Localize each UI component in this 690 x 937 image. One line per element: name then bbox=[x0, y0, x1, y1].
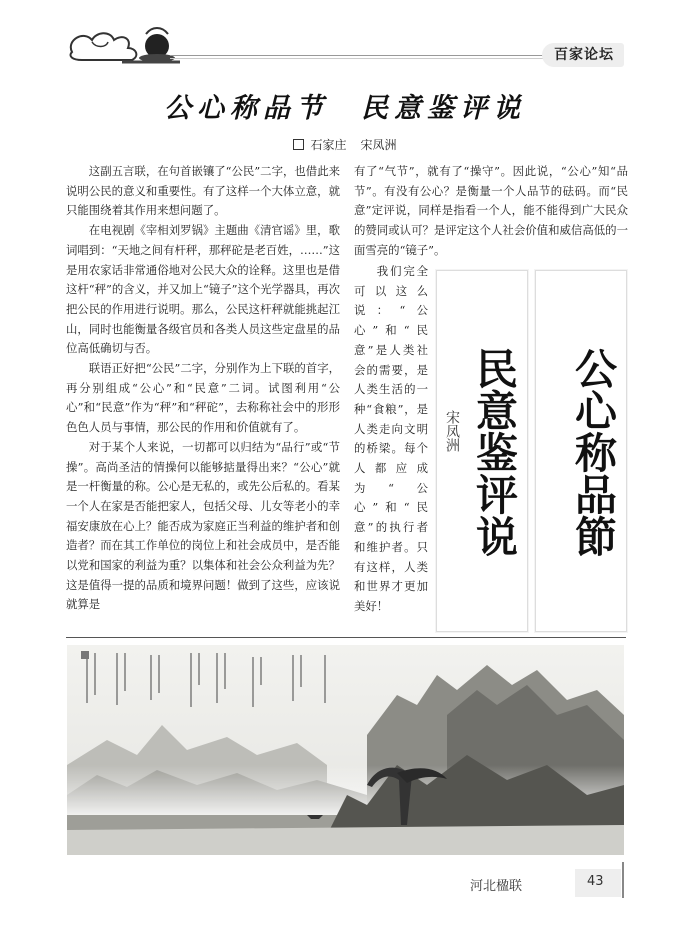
paragraph: 我们完全可以这么说：“公心”和“民意”是人类社会的需要，是人类生活的一种“食粮”，是人类走向文明的桥梁。每个人都应成为“公心”和“民意”的执行者和维护者。只有这样，人类和世界才更加美好！ bbox=[354, 264, 428, 613]
paragraph: 联语正好把“公民”二字，分别作为上下联的首字，再分别组成“公心”和“民意”二词。试图利用“公心”和“民意”作为“秤”和“秤砣”，去称称社会中的形形色色人员与事情，那公民的作用和价值就有了。 bbox=[66, 361, 340, 435]
paragraph: 这副五言联，在句首嵌镶了“公民”二字，也借此来说明公民的意义和重要性。有了这样一个大体立意，就只能围绕着其作用来想问题了。 bbox=[66, 164, 340, 218]
paragraph: 在电视剧《宰相刘罗锅》主题曲《清官谣》里，歌词唱到：“天地之间有杆秤，那秤砣是老百姓，……”这是用农家话非常通俗地对公民大众的诠释。这里也是借这杆“秤”的含义，并又加上“镜子”这个光学器具，再次把公民的作用进行说明。那么，公民这杆秤就能挑起江山，同时也能衡量各级官员和各类人员这些定盘星的品位高低确切与否。 bbox=[66, 223, 340, 356]
byline-author: 宋凤洲 bbox=[360, 138, 397, 152]
article-title bbox=[0, 86, 690, 125]
section-tag: 百家论坛 bbox=[542, 43, 624, 67]
byline-place: 石家庄 bbox=[310, 138, 347, 152]
article-column-right-top bbox=[354, 162, 628, 261]
article-column-right-narrow bbox=[354, 262, 428, 617]
calligraphy-signature: 宋凤洲 bbox=[444, 410, 460, 452]
landscape-painting bbox=[67, 645, 624, 855]
cloud-ornament-icon bbox=[62, 22, 182, 70]
title-upper-line: 公心称品节 bbox=[164, 93, 329, 124]
title-lower-line: 民意鉴评说 bbox=[361, 93, 526, 124]
section-divider bbox=[66, 637, 626, 638]
calligraphy-text-left: 民意鉴评说 bbox=[470, 347, 519, 557]
magazine-name: 河北楹联 bbox=[470, 879, 523, 894]
header-rule bbox=[170, 55, 570, 56]
header-rule-thin bbox=[170, 58, 570, 59]
paragraph: 对于某个人来说，一切都可以归结为“品行”或“节操”。高尚圣洁的情操何以能够掂量得出来？“公心”就是一杆衡量的称。公心是无私的，或先公后私的。看某一个人在家是否能把家人，包括父母、儿女等老小的幸福安康放在心上？能否成为家庭正当利益的维护者和创造者？而在其工作单位的岗位上和社会成员中，是否能以党和国家的利益为重？以集体和社会公众利益为先？这是值得一提的品质和境界问题！做到了这些，应该说就算是 bbox=[66, 439, 340, 612]
footer-edge-mark bbox=[622, 862, 624, 898]
square-bullet-icon bbox=[293, 139, 304, 150]
calligraphy-text-right: 公心称品節 bbox=[569, 347, 618, 557]
byline bbox=[0, 136, 690, 153]
paragraph: 有了“气节”，就有了“操守”。因此说，“公心”知“品节”。有没有公心？是衡量一个人品节的砝码。而“民意”定评说，同样是指看一个人，能不能得到广大民众的赞同或认可？是评定这个人社会价值和威信高低的一面雪亮的“镜子”。 bbox=[354, 164, 628, 257]
calligraphy-scroll-right bbox=[535, 270, 627, 632]
article-column-left bbox=[66, 162, 340, 615]
page-number: 43 bbox=[587, 874, 604, 889]
